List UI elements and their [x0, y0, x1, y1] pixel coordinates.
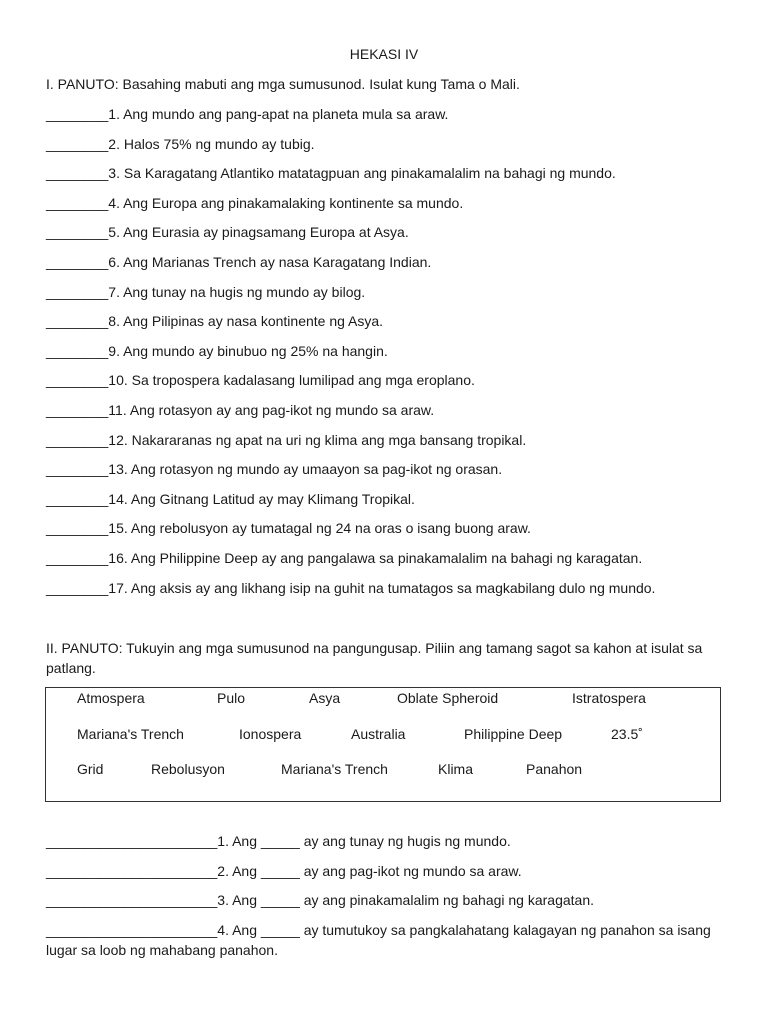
answer-blank[interactable]: ________ [46, 224, 109, 240]
part2-item [46, 863, 522, 879]
part1-item-text: 2. Halos 75% ng mundo ay tubig. [108, 136, 315, 152]
part2-directions: II. PANUTO: Tukuyin ang mga sumusunod na pangungusap. Piliin ang tamang sagot sa kahon at isulat sa patlang. [46, 640, 703, 676]
part1-item [46, 224, 409, 240]
answer-blank[interactable]: ________ [46, 461, 109, 477]
answer-blank[interactable]: ________ [46, 165, 109, 181]
answer-blank[interactable]: ______________________ [46, 922, 218, 938]
choice-word: 23.5˚ [611, 726, 643, 742]
part1-item [46, 432, 526, 448]
answer-blank[interactable]: ________ [46, 195, 109, 211]
answer-blank[interactable]: ________ [46, 432, 109, 448]
part1-item [46, 580, 655, 596]
part1-item-text: 6. Ang Marianas Trench ay nasa Karagatang Indian. [108, 254, 432, 270]
part2-item [46, 892, 594, 908]
part1-item [46, 165, 616, 181]
answer-blank[interactable]: ________ [46, 372, 109, 388]
choice-word: Mariana's Trench [77, 726, 184, 742]
part1-item [46, 136, 315, 152]
part1-item-text: 15. Ang rebolusyon ay tumatagal ng 24 na oras o isang buong araw. [108, 520, 531, 536]
part1-item-text: 14. Ang Gitnang Latitud ay may Klimang Tropikal. [108, 491, 415, 507]
part1-item-text: 7. Ang tunay na hugis ng mundo ay bilog. [108, 284, 366, 300]
part1-item-text: 1. Ang mundo ang pang-apat na planeta mula sa araw. [108, 106, 449, 122]
choice-word: Asya [309, 690, 341, 706]
part1-item [46, 491, 415, 507]
worksheet-title: HEKASI IV [349, 46, 419, 62]
choice-word: Klima [438, 761, 474, 777]
choice-word: Pulo [217, 690, 246, 706]
part1-item-text: 8. Ang Pilipinas ay nasa kontinente ng Asya. [108, 313, 384, 329]
part1-item-text: 3. Sa Karagatang Atlantiko matatagpuan ang pinakamalalim na bahagi ng mundo. [108, 165, 616, 181]
part1-item [46, 550, 642, 566]
part1-item-text: 13. Ang rotasyon ng mundo ay umaayon sa pag-ikot ng orasan. [108, 461, 503, 477]
answer-blank[interactable]: ________ [46, 402, 109, 418]
part1-item-text: 11. Ang rotasyon ay ang pag-ikot ng mundo sa araw. [108, 402, 435, 418]
part2-item [46, 920, 726, 960]
part2-item-text: 1. Ang _____ ay ang tunay ng hugis ng mundo. [217, 833, 511, 849]
part1-directions: I. PANUTO: Basahing mabuti ang mga sumusunod. Isulat kung Tama o Mali. [46, 76, 520, 92]
choice-word: Australia [351, 726, 406, 742]
choice-word: Mariana's Trench [281, 761, 388, 777]
part1-item [46, 195, 463, 211]
answer-blank[interactable]: ________ [46, 550, 109, 566]
part1-item [46, 343, 388, 359]
part1-item-text: 5. Ang Eurasia ay pinagsamang Europa at Asya. [108, 224, 409, 240]
part2-item [46, 833, 511, 849]
choice-word: Ionospera [239, 726, 302, 742]
choice-word: Istratospera [572, 690, 646, 706]
part1-item [46, 284, 365, 300]
answer-blank[interactable]: ________ [46, 343, 109, 359]
answer-blank[interactable]: ________ [46, 580, 109, 596]
part2-item-text: 3. Ang _____ ay ang pinakamalalim ng bahagi ng karagatan. [217, 892, 595, 908]
choice-word: Oblate Spheroid [397, 690, 499, 706]
part1-item-text: 10. Sa tropospera kadalasang lumilipad ang mga eroplano. [108, 372, 475, 388]
part1-item [46, 313, 383, 329]
choice-word: Atmospera [77, 690, 145, 706]
part1-item [46, 254, 431, 270]
answer-blank[interactable]: ________ [46, 284, 109, 300]
answer-blank[interactable]: ________ [46, 254, 109, 270]
part1-item-text: 9. Ang mundo ay binubuo ng 25% na hangin. [108, 343, 388, 359]
part1-item-text: 12. Nakararanas ng apat na uri ng klima ang mga bansang tropikal. [108, 432, 527, 448]
word-choice-box [45, 687, 721, 802]
part1-item [46, 402, 434, 418]
answer-blank[interactable]: ________ [46, 491, 109, 507]
choice-word: Panahon [526, 761, 583, 777]
answer-blank[interactable]: ________ [46, 313, 109, 329]
part2-item-text: 2. Ang _____ ay ang pag-ikot ng mundo sa araw. [217, 863, 522, 879]
part1-item [46, 106, 448, 122]
part1-item-text: 16. Ang Philippine Deep ay ang pangalawa sa pinakamalalim na bahagi ng karagatan. [108, 550, 643, 566]
answer-blank[interactable]: ______________________ [46, 863, 218, 879]
answer-blank[interactable]: ______________________ [46, 892, 218, 908]
part1-item [46, 372, 475, 388]
part1-item [46, 461, 502, 477]
choice-word: Rebolusyon [151, 761, 225, 777]
part1-item-text: 17. Ang aksis ay ang likhang isip na guhit na tumatagos sa magkabilang dulo ng mundo. [108, 580, 656, 596]
answer-blank[interactable]: ________ [46, 106, 109, 122]
choice-word: Philippine Deep [464, 726, 563, 742]
choice-word: Grid [77, 761, 104, 777]
part1-item-text: 4. Ang Europa ang pinakamalaking kontinente sa mundo. [108, 195, 464, 211]
answer-blank[interactable]: ______________________ [46, 833, 218, 849]
answer-blank[interactable]: ________ [46, 136, 109, 152]
part2-item-text: 4. Ang _____ ay tumutukoy sa pangkalahatang kalagayan ng panahon sa isang lugar sa loob ng mahabang panahon. [46, 922, 711, 958]
part1-item [46, 520, 531, 536]
answer-blank[interactable]: ________ [46, 520, 109, 536]
